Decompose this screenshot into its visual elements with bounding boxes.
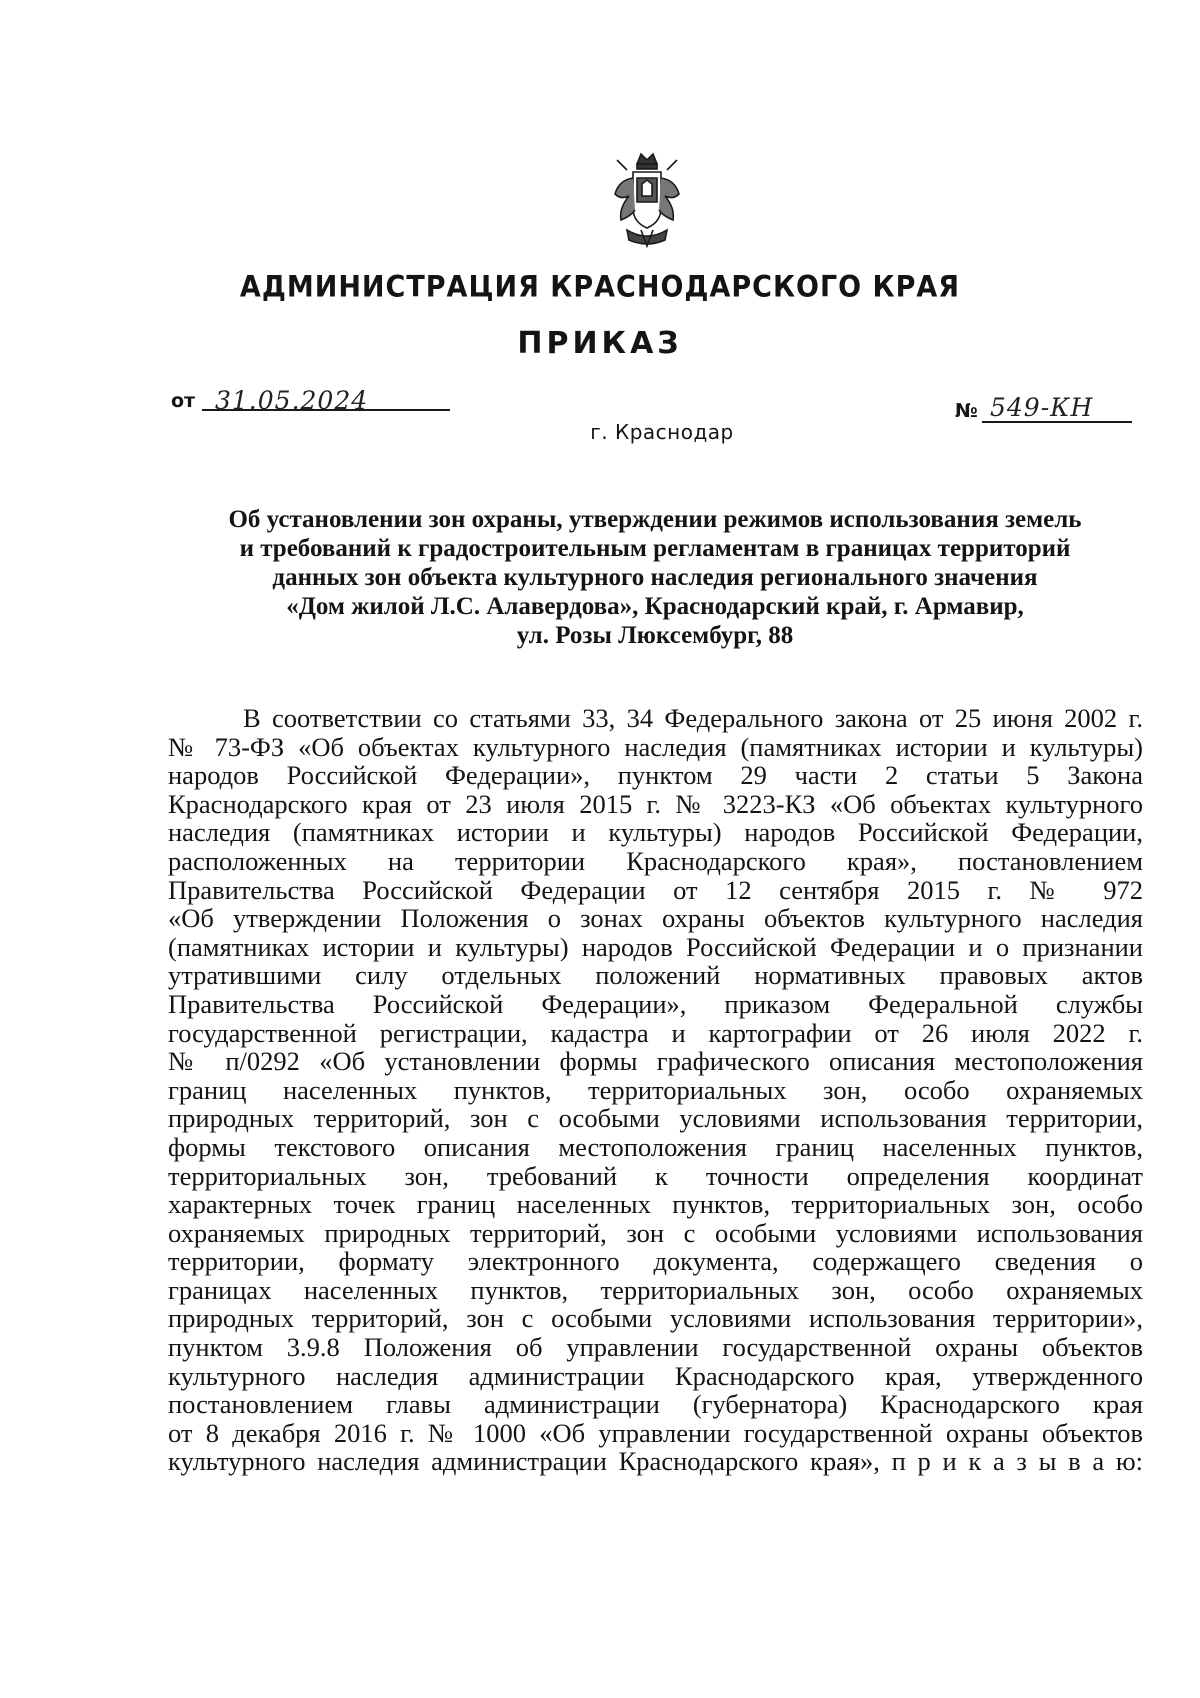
handwritten-number: 549-КН: [990, 393, 1094, 422]
city-line: г. Краснодар: [590, 420, 734, 444]
body-line: Правительства Российской Федерации», приказом Федеральной службы: [168, 988, 1143, 1019]
body-line: границах населенных пунктов, территориальных зон, особо охраняемых: [168, 1274, 1143, 1305]
body-line: территории, формату электронного документа, содержащего сведения о: [168, 1246, 1143, 1277]
body-line: расположенных на территории Краснодарского края», постановлением: [168, 845, 1143, 876]
body-line: характерных точек границ населенных пунктов, территориальных зон, особо: [168, 1189, 1143, 1220]
body-line: Правительства Российской Федерации от 12 сентября 2015 г. № 972: [168, 874, 1143, 905]
body-line: (памятниках истории и культуры) народов Российской Федерации и о признании: [168, 931, 1143, 962]
document-body: [168, 704, 1143, 1476]
handwritten-date: 31.05.2024: [215, 386, 369, 415]
body-line: охраняемых природных территорий, зон с особыми условиями использования: [168, 1217, 1143, 1248]
title-line: ул. Розы Люксембург, 88: [516, 622, 794, 649]
body-line: пунктом 3.9.8 Положения об управлении государственной охраны объектов: [168, 1332, 1143, 1363]
body-line: природных территорий, зон с особыми условиями использования территории»,: [168, 1303, 1143, 1334]
number-label: №: [955, 400, 978, 422]
date-label: от: [171, 390, 196, 412]
title-line: «Дом жилой Л.С. Алавердова», Краснодарский край, г. Армавир,: [286, 593, 1024, 620]
body-line: утратившими силу отдельных положений нормативных правовых актов: [168, 960, 1143, 991]
body-line: № п/0292 «Об установлении формы графического описания местоположения: [168, 1046, 1143, 1077]
body-line: государственной регистрации, кадастра и картографии от 26 июля 2022 г.: [168, 1017, 1143, 1048]
body-line: № 73-ФЗ «Об объектах культурного наследия (памятниках истории и культуры): [168, 731, 1143, 762]
body-line: территориальных зон, требований к точности определения координат: [168, 1160, 1143, 1191]
document-title: [160, 505, 1150, 650]
body-line: культурного наследия администрации Краснодарского края, утвержденного: [168, 1360, 1143, 1391]
body-line: границ населенных пунктов, территориальных зон, особо охраняемых: [168, 1074, 1143, 1105]
coat-of-arms-icon: [607, 150, 687, 250]
body-line: от 8 декабря 2016 г. № 1000 «Об управлении государственной охраны объектов: [168, 1417, 1143, 1448]
title-line: Об установлении зон охраны, утверждении режимов использования земель: [228, 506, 1082, 533]
body-line: В соответствии со статьями 33, 34 Федерального закона от 25 июня 2002 г.: [243, 703, 1143, 733]
body-line: Краснодарского края от 23 июля 2015 г. № 3223-КЗ «Об объектах культурного: [168, 788, 1143, 819]
body-line: культурного наследия администрации Краснодарского края», п р и к а з ы в а ю:: [168, 1446, 1143, 1477]
body-line: «Об утверждении Положения о зонах охраны объектов культурного наследия: [168, 903, 1143, 934]
body-line: постановлением главы администрации (губернатора) Краснодарского края: [168, 1389, 1143, 1420]
organization-name: АДМИНИСТРАЦИЯ КРАСНОДАРСКОГО КРАЯ: [239, 270, 961, 305]
body-line: природных территорий, зон с особыми условиями использования территории,: [168, 1103, 1143, 1134]
body-line: народов Российской Федерации», пунктом 29 части 2 статьи 5 Закона: [168, 760, 1143, 791]
title-line: данных зон объекта культурного наследия регионального значения: [272, 564, 1038, 591]
body-line: наследия (памятниках истории и культуры) народов Российской Федерации,: [168, 817, 1143, 848]
title-line: и требований к градостроительным регламентам в границах территорий: [239, 535, 1071, 562]
body-line: формы текстового описания местоположения границ населенных пунктов,: [168, 1131, 1143, 1162]
document-type: ПРИКАЗ: [517, 326, 683, 361]
